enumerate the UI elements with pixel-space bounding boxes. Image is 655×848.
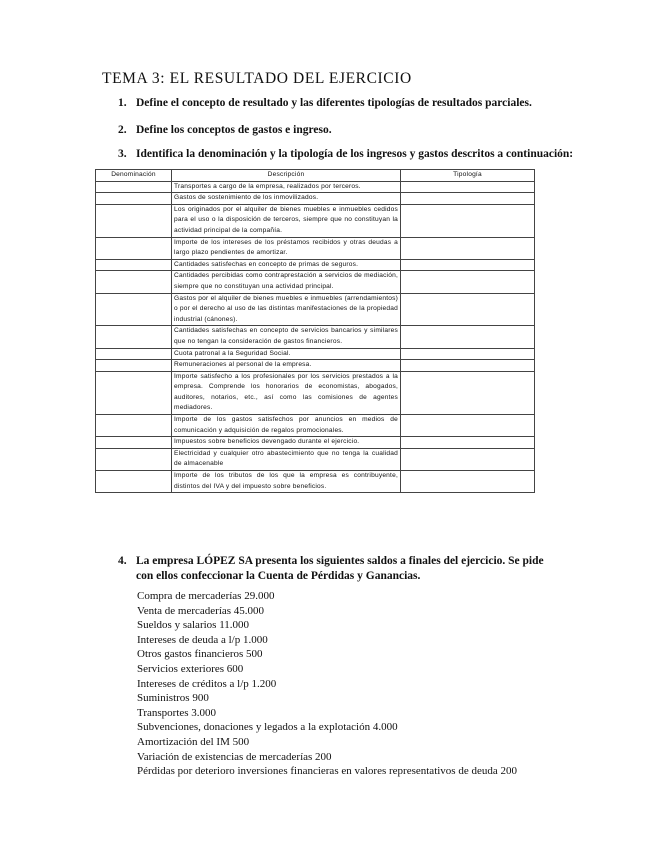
list-item: Intereses de deuda a l/p 1.000: [137, 633, 268, 646]
descripcion-cell: Gastos de sostenimiento de los inmovilizados.: [172, 193, 401, 205]
list-item: Variación de existencias de mercaderías 200: [137, 750, 332, 763]
header-tipologia: Tipología: [401, 170, 535, 182]
question-text: Define los conceptos de gastos e ingreso.: [136, 124, 332, 136]
list-item: Suministros 900: [137, 692, 209, 705]
table-row: [96, 437, 535, 449]
table-row: [96, 415, 535, 437]
denominacion-cell[interactable]: [96, 415, 172, 437]
page-title: TEMA 3: EL RESULTADO DEL EJERCICIO: [102, 70, 412, 87]
question-text: Identifica la denominación y la tipología de los ingresos y gastos descritos a continuación:: [136, 148, 574, 160]
table-row: [96, 271, 535, 293]
denominacion-cell[interactable]: [96, 237, 172, 259]
tipologia-cell[interactable]: [401, 259, 535, 271]
list-item: Subvenciones, donaciones y legados a la explotación 4.000: [137, 721, 398, 734]
descripcion-cell: Cantidades satisfechas en concepto de primas de seguros.: [172, 259, 401, 271]
descripcion-cell: Remuneraciones al personal de la empresa.: [172, 360, 401, 372]
question-number: 1.: [118, 97, 127, 109]
descripcion-cell: Gastos por el alquiler de bienes muebles e inmuebles (arrendamientos) o por el derecho al uso de las distintas manifestaciones de la propiedad industrial (cánones).: [172, 293, 401, 326]
descripcion-cell: Importe de los intereses de los préstamos recibidos y otras deudas a largo plazo pendientes de amortizar.: [172, 237, 401, 259]
tipologia-cell[interactable]: [401, 237, 535, 259]
descripcion-cell: Cantidades percibidas como contraprestación a servicios de mediación, siempre que no constituyan una actividad principal.: [172, 271, 401, 293]
denominacion-cell[interactable]: [96, 471, 172, 493]
denominacion-cell[interactable]: [96, 271, 172, 293]
table-row: [96, 360, 535, 372]
denominacion-cell[interactable]: [96, 259, 172, 271]
denominacion-cell[interactable]: [96, 360, 172, 372]
tipologia-cell[interactable]: [401, 360, 535, 372]
question-1: [118, 97, 532, 109]
descripcion-cell: Importe de los gastos satisfechos por anuncios en medios de comunicación y adquisición de regalos promocionales.: [172, 415, 401, 437]
table-row: [96, 471, 535, 493]
descripcion-cell: Cuota patronal a la Seguridad Social.: [172, 348, 401, 360]
denominacion-cell[interactable]: [96, 204, 172, 237]
denominacion-cell[interactable]: [96, 181, 172, 193]
question-number: 4.: [118, 555, 127, 567]
classification-table: [95, 169, 535, 493]
denominacion-cell[interactable]: [96, 348, 172, 360]
descripcion-cell: Impuestos sobre beneficios devengado durante el ejercicio.: [172, 437, 401, 449]
denominacion-cell[interactable]: [96, 326, 172, 348]
descripcion-cell: Los originados por el alquiler de bienes muebles e inmuebles cedidos para el uso o la disposición de terceros, siempre que no constituyan la actividad principal de la compañía.: [172, 204, 401, 237]
tipologia-cell[interactable]: [401, 471, 535, 493]
tipologia-cell[interactable]: [401, 181, 535, 193]
denominacion-cell[interactable]: [96, 371, 172, 414]
table-row: [96, 348, 535, 360]
list-item: Venta de mercaderías 45.000: [137, 604, 265, 617]
list-item: Compra de mercaderías 29.000: [137, 590, 275, 602]
table-row: [96, 371, 535, 414]
tipologia-cell[interactable]: [401, 204, 535, 237]
tipologia-cell[interactable]: [401, 348, 535, 360]
question-text: La empresa LÓPEZ SA presenta los siguientes saldos a finales del ejercicio. Se pide con ellos confeccionar la Cuenta de Pérdidas y Ganancias.: [136, 555, 544, 582]
list-item: Otros gastos financieros 500: [137, 648, 263, 661]
descripcion-cell: Electricidad y cualquier otro abastecimiento que no tenga la cualidad de almacenable: [172, 448, 401, 470]
denominacion-cell[interactable]: [96, 437, 172, 449]
question-4: [118, 554, 558, 584]
tipologia-cell[interactable]: [401, 448, 535, 470]
list-item: Servicios exteriores 600: [137, 662, 244, 675]
table-row: [96, 293, 535, 326]
table-header-row: [96, 170, 535, 182]
denominacion-cell[interactable]: [96, 448, 172, 470]
header-descripcion: Descripción: [172, 170, 401, 182]
tipologia-cell[interactable]: [401, 326, 535, 348]
tipologia-cell[interactable]: [401, 415, 535, 437]
list-item: Pérdidas por deterioro inversiones financieras en valores representativos de deuda 200: [137, 765, 517, 778]
question-3: [118, 148, 573, 160]
tipologia-cell[interactable]: [401, 371, 535, 414]
table-row: [96, 181, 535, 193]
table-row: [96, 204, 535, 237]
table-row: [96, 237, 535, 259]
descripcion-cell: Transportes a cargo de la empresa, realizados por terceros.: [172, 181, 401, 193]
tipologia-cell[interactable]: [401, 293, 535, 326]
table-row: [96, 193, 535, 205]
table-row: [96, 326, 535, 348]
tipologia-cell[interactable]: [401, 193, 535, 205]
list-item: Sueldos y salarios 11.000: [137, 619, 250, 632]
descripcion-cell: Cantidades satisfechas en concepto de servicios bancarios y similares que no tengan la consideración de gastos financieros.: [172, 326, 401, 348]
list-item: Transportes 3.000: [137, 706, 217, 719]
descripcion-cell: Importe satisfecho a los profesionales por los servicios prestados a la empresa. Comprende los honorarios de economistas, abogados, auditores, notarios, etc., así como las comisiones de agentes mediadores.: [172, 371, 401, 414]
question-text: Define el concepto de resultado y las diferentes tipologías de resultados parciales.: [136, 97, 532, 109]
descripcion-cell: Importe de los tributos de los que la empresa es contribuyente, distintos del IVA y del impuesto sobre beneficios.: [172, 471, 401, 493]
balances-list: [137, 589, 517, 779]
denominacion-cell[interactable]: [96, 293, 172, 326]
table-row: [96, 259, 535, 271]
table-row: [96, 448, 535, 470]
question-number: 2.: [118, 124, 127, 136]
tipologia-cell[interactable]: [401, 271, 535, 293]
list-item: Intereses de créditos a l/p 1.200: [137, 677, 277, 690]
header-denominacion: Denominación: [96, 170, 172, 182]
denominacion-cell[interactable]: [96, 193, 172, 205]
list-item: Amortización del IM 500: [137, 735, 250, 748]
question-2: [118, 124, 332, 136]
tipologia-cell[interactable]: [401, 437, 535, 449]
question-number: 3.: [118, 148, 127, 160]
